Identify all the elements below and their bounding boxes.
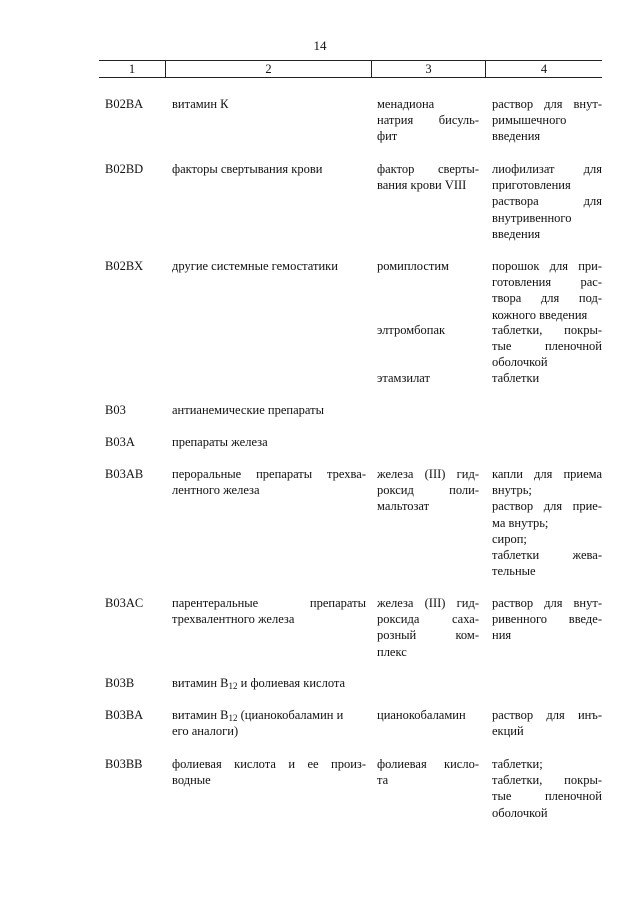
- atc-code: B03: [105, 403, 126, 417]
- atc-code: B03AC: [105, 596, 144, 610]
- atc-group: витамин $B_{12}$ и фолиевая кислота: [172, 676, 346, 691]
- dosage-form: лиофилизат для приготовления раствора для внутривенного введения: [492, 162, 602, 241]
- atc-group: фолиевая кислота и ее произ- водные: [172, 757, 366, 788]
- drug-name: фактор сверты- вания крови VIII: [377, 162, 479, 193]
- atc-group: парентеральные препараты трехвалентного железа: [172, 596, 366, 627]
- atc-code: B03BB: [105, 757, 143, 771]
- drug-name: цианокобаламин: [377, 708, 466, 722]
- drug-name: железа (III) гид- роксида саха- розный ком- плекс: [377, 596, 479, 659]
- atc-group: другие системные гемостатики: [172, 259, 338, 273]
- atc-group: антианемические препараты: [172, 403, 324, 417]
- atc-code: B03A: [105, 435, 135, 449]
- drug-name: железа (III) гид- роксид поли- мальтозат: [377, 467, 479, 514]
- drug-name: этамзилат: [377, 371, 430, 385]
- dosage-form: капли для приема внутрь; раствор для прие- ма внутрь; сироп; таблетки жева- тельные: [492, 467, 602, 579]
- table-header: [99, 60, 602, 78]
- atc-code: B03B: [105, 676, 135, 690]
- dosage-form: раствор для внут- римышечного введения: [492, 97, 602, 144]
- dosage-form: порошок для при- готовления рас- твора для под- кожного введения: [492, 259, 602, 322]
- drug-name: фолиевая кисло- та: [377, 757, 479, 788]
- drug-name: менадиона натрия бисуль- фит: [377, 97, 479, 144]
- atc-code: B03AB: [105, 467, 144, 481]
- header-col-1: 1: [128, 61, 136, 76]
- header-col-4: 4: [485, 61, 602, 77]
- atc-group: витамин $B_{12}$ (цианокобаламин и его аналоги): [172, 708, 344, 739]
- page-number: 14: [313, 38, 327, 53]
- dosage-form: раствор для внут- ривенного введе- ния: [492, 596, 602, 643]
- atc-code: B02BA: [105, 97, 144, 111]
- dosage-form: таблетки; таблетки, покры- тые пленочной оболочкой: [492, 757, 602, 820]
- header-col-3: 3: [371, 61, 485, 77]
- atc-code: B02BX: [105, 259, 144, 273]
- dosage-form: таблетки: [492, 371, 540, 385]
- atc-group: пероральные препараты трехва- лентного железа: [172, 467, 366, 498]
- drug-name: элтромбопак: [377, 323, 446, 337]
- dosage-form: таблетки, покры- тые пленочной оболочкой: [492, 323, 602, 370]
- atc-code: B03BA: [105, 708, 144, 722]
- drug-name: ромиплостим: [377, 259, 449, 273]
- atc-code: B02BD: [105, 162, 144, 176]
- dosage-form: раствор для инъ- екций: [492, 708, 602, 739]
- header-col-2: 2: [165, 61, 371, 77]
- atc-group: факторы свертывания крови: [172, 162, 323, 176]
- atc-group: витамин К: [172, 97, 229, 111]
- atc-group: препараты железа: [172, 435, 268, 449]
